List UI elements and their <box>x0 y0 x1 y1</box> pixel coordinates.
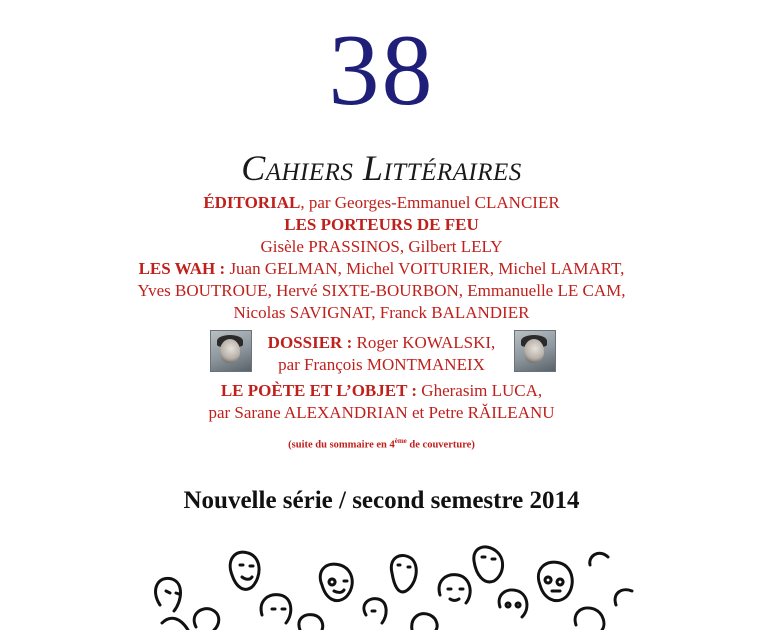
issue-number: 38 <box>328 14 435 127</box>
editorial-author: , par Georges-Emmanuel CLANCIER <box>300 193 560 212</box>
crowd-faces-drawing <box>0 535 763 630</box>
wah-authors-line1: Juan GELMAN, Michel VOITURIER, Michel LAMART, <box>225 259 625 278</box>
journal-title: Cahiers Littéraires <box>241 148 522 188</box>
editorial-label: ÉDITORIAL <box>203 193 301 212</box>
table-of-contents <box>0 192 763 453</box>
wah-authors-line3: Nicolas SAVIGNAT, Franck BALANDIER <box>233 303 530 322</box>
porteurs-heading: LES PORTEURS DE FEU <box>284 215 479 234</box>
toc-continued-note: (suite du sommaire en 4ème de couverture) <box>288 437 475 451</box>
portrait-photo <box>514 330 556 372</box>
toc-wah <box>0 258 763 280</box>
dossier-text <box>0 332 763 376</box>
wah-authors-line2: Yves BOUTROUE, Hervé SIXTE-BOURBON, Emmanuelle LE CAM, <box>137 281 626 300</box>
dossier-label: DOSSIER : <box>267 333 353 352</box>
series-line: Nouvelle série / second semestre 2014 <box>183 487 580 514</box>
wah-label: LES WAH : <box>138 259 226 278</box>
toc-poete <box>0 380 763 402</box>
poete-authors: par Sarane ALEXANDRIAN et Petre RĂILEANU <box>208 403 555 422</box>
dossier-subject: Roger KOWALSKI, <box>352 333 496 352</box>
toc-dossier <box>0 326 763 374</box>
porteurs-authors: Gisèle PRASSINOS, Gilbert LELY <box>260 237 503 256</box>
poete-label: LE POÈTE ET L’OBJET : <box>220 381 418 400</box>
dossier-author: par François MONTMANEIX <box>278 355 485 374</box>
toc-editorial <box>0 192 763 214</box>
poete-subject: Gherasim LUCA, <box>417 381 543 400</box>
